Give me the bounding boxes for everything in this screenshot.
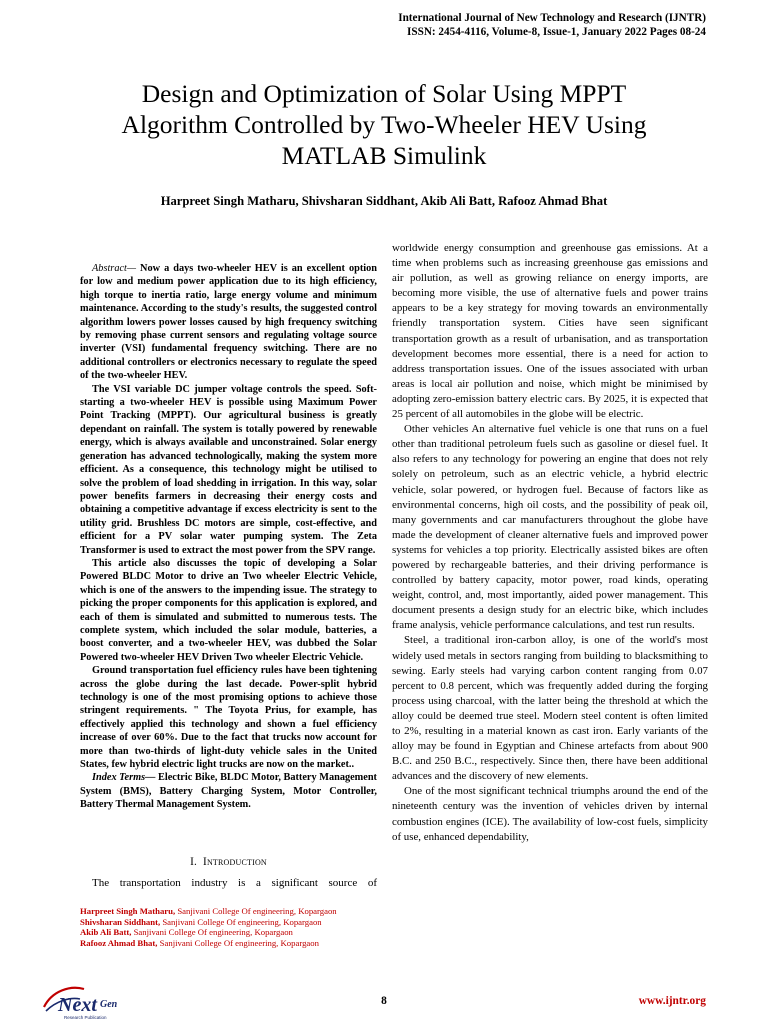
journal-website-link[interactable]: www.ijntr.org [638, 995, 706, 1007]
logo-tagline: Research Publication [64, 1015, 107, 1020]
affiliation-institution: Sanjivani College Of engineering, Kopargaon [160, 916, 322, 927]
affiliation-institution: Sanjivani College Of engineering, Kopargaon [175, 906, 337, 916]
abstract-paragraph [80, 262, 377, 383]
index-terms-label: Index Terms— [92, 772, 156, 784]
affiliation-line [80, 906, 400, 917]
index-terms [80, 771, 377, 811]
journal-name: International Journal of New Technology and Research (IJNTR) [398, 12, 706, 24]
affiliation-institution: Sanjivani College Of engineering, Kopargaon [131, 927, 293, 938]
title-line: Algorithm Controlled by Two-Wheeler HEV Using [121, 110, 647, 139]
journal-header [398, 11, 706, 39]
affiliation-line [80, 927, 400, 938]
intro-first-line: The transportation industry is a significant source of [92, 877, 377, 889]
paper-title [60, 78, 708, 171]
affiliation-line [80, 938, 400, 949]
body-paragraph: Steel, a traditional iron-carbon alloy, is one of the world's most widely used metals in sectors ranging from building to blacksmithing to sewing. Early steels had varying carbon content ranging from 0.07 percent to 0.8 percent, which was frequently added during the forging process using charcoal, with the latter being the threshold at which the alloy could be deemed true steel. Modern steel content is often limited to 2%, resulting in a material known as cast iron. Early variants of the alloy may be found in Egyptian and Chinese artefacts from about 900 B.C. and 250 B.C., respectively. Since then, there have been additional advances and the discovery of new elements. [392, 634, 708, 783]
body-paragraph: One of the most significant technical triumphs around the end of the nineteenth century was the invention of vehicles driven by internal combustion engines (ICE). The availability of low-cost fuels, simplicity of use, enhanced dependability, [392, 785, 708, 843]
publisher-logo [40, 977, 132, 1023]
affiliation-line [80, 917, 400, 928]
journal-issn: ISSN: 2454-4116, Volume-8, Issue-1, January 2022 Pages 08-24 [407, 26, 706, 38]
abstract-paragraph: Ground transportation fuel efficiency rules have been tightening across the globe during the last decade. Power-split hybrid technology is one of the most promising options to achieve those stringent requirements. " The Toyota Prius, for example, has effectively applied this technology and shown a fuel efficiency increase of over 60%. Due to the fact that trucks now account for more than two-thirds of light-duty vehicle sales in the United States, few hybrid electric light trucks are now on the market.. [80, 665, 377, 771]
index-terms-text: Electric Bike, BLDC Motor, Battery Management System (BMS), Battery Charging System, Motor Controller, Battery Thermal Management System. [80, 772, 377, 811]
title-line: MATLAB Simulink [281, 141, 487, 170]
body-paragraph: Other vehicles An alternative fuel vehicle is one that runs on a fuel other than traditional petroleum fuels such as gasoline or diesel fuel. It also refers to any technology for powering an engine that does not rely solely on petroleum, such as an electric vehicle, a hybrid electric vehicle, solar powered, or hydrogen fuel. Because of factors like as environmental concerns, high oil costs, and the possibility of peak oil, many governments and car manufacturers throughout the globe have made the development of cleaner alternative fuels and improved power systems for vehicles a top priority. Electrically assisted bikes are often powered by rechargeable batteries, and their driving performance is controlled by battery capacity, motor power, road kinds, operating weight, control, and, most importantly, aided power management. This document presents a design study for an electric bike, which includes frame analysis, vehicle performance calculations, and test run results. [392, 423, 708, 632]
title-line: Design and Optimization of Solar Using MPPT [141, 79, 627, 108]
body-paragraph: worldwide energy consumption and greenhouse gas emissions. At a time when problems such as increasing greenhouse gas emissions and air pollution, as well as growing reliance on energy imports, are becoming more visible, the use of alternative fuels and power trains appears to be a key strategy for moving towards an environmentally friendly transportation system. Cities have seen significant transportation growth as a result of urbanisation, and as transportation development becomes more essential, there is a need for action to address transportation issues. One of the issues associated with urban areas is local air pollution and noise, which might be minimised by adopting zero-emission battery electric cars. By 2025, it is expected that 25 percent of all automobiles in the globe will be electric. [392, 242, 708, 421]
affiliation-author: Akib Ali Batt, [80, 927, 132, 938]
logo-wordmark: Next [58, 994, 97, 1016]
affiliation-author: Harpreet Singh Matharu, [80, 906, 176, 916]
affiliation-author: Rafooz Ahmad Bhat, [80, 937, 158, 948]
abstract-paragraph: The VSI variable DC jumper voltage controls the speed. Soft-starting a two-wheeler HEV is possible using Maximum Power Point Tracking (MPPT). Our agricultural business is greatly dependant on rainfall. The system is totally powered by renewable energy, which is always available and unconstrained. Solar energy generation has advanced technologically, making the system more efficient. As a consequence, this technology might be utilised to solve the problem of load shedding in irrigation. In this way, solar power benefits farmers in decreasing their energy costs and obtaining a competitive advantage if excess electricity is sent to the utility grid. Brushless DC motors are simple, cost-effective, and efficient for a PV solar water pumping system. The Zeta Transformer is used to extract the most power from the SPV range. [80, 383, 377, 556]
author-list: Harpreet Singh Matharu, Shivsharan Siddhant, Akib Ali Batt, Rafooz Ahmad Bhat [160, 194, 608, 208]
abstract-label: Abstract— [92, 263, 137, 274]
affiliation-author: Shivsharan Siddhant, [80, 916, 161, 927]
abstract-column [80, 262, 377, 812]
section-title: Introduction [203, 856, 267, 868]
affiliation-institution: Sanjivani College Of engineering, Kopargaon [157, 937, 319, 948]
section-heading [80, 856, 377, 868]
page-number: 8 [381, 995, 387, 1007]
affiliations [80, 906, 400, 948]
section-number: I. [190, 856, 198, 868]
logo-wordmark-suffix: Gen [100, 999, 118, 1010]
abstract-paragraph: This article also discusses the topic of developing a Solar Powered BLDC Motor to drive an Two wheeler Electric Vehicle, which is one of the answers to the impending issue. The strategy to picking the proper components for this application is explored, and each of them is simulated and submitted to numerous tests. The complete system, which included the solar module, batteries, a boost converter, and a two-wheeler HEV, was dubbed the Solar Powered two-wheeler HEV Driven Two wheeler Electric Vehicle. [80, 557, 377, 663]
abstract-text: Now a days two-wheeler HEV is an excellent option for low and medium power application due to its high efficiency, high torque to inertia ratio, large energy volume and minimum maintenance. According to the study's results, the suggested control algorithm lowers power losses caused by high frequency switching by removing phase current sensors and regulating voltage source inverter (VSI) fundamental frequency switching. There are no additional controllers or electronics necessary to regulate the speed of the two-wheeler HEV. [80, 263, 377, 382]
introduction-column [392, 241, 708, 845]
